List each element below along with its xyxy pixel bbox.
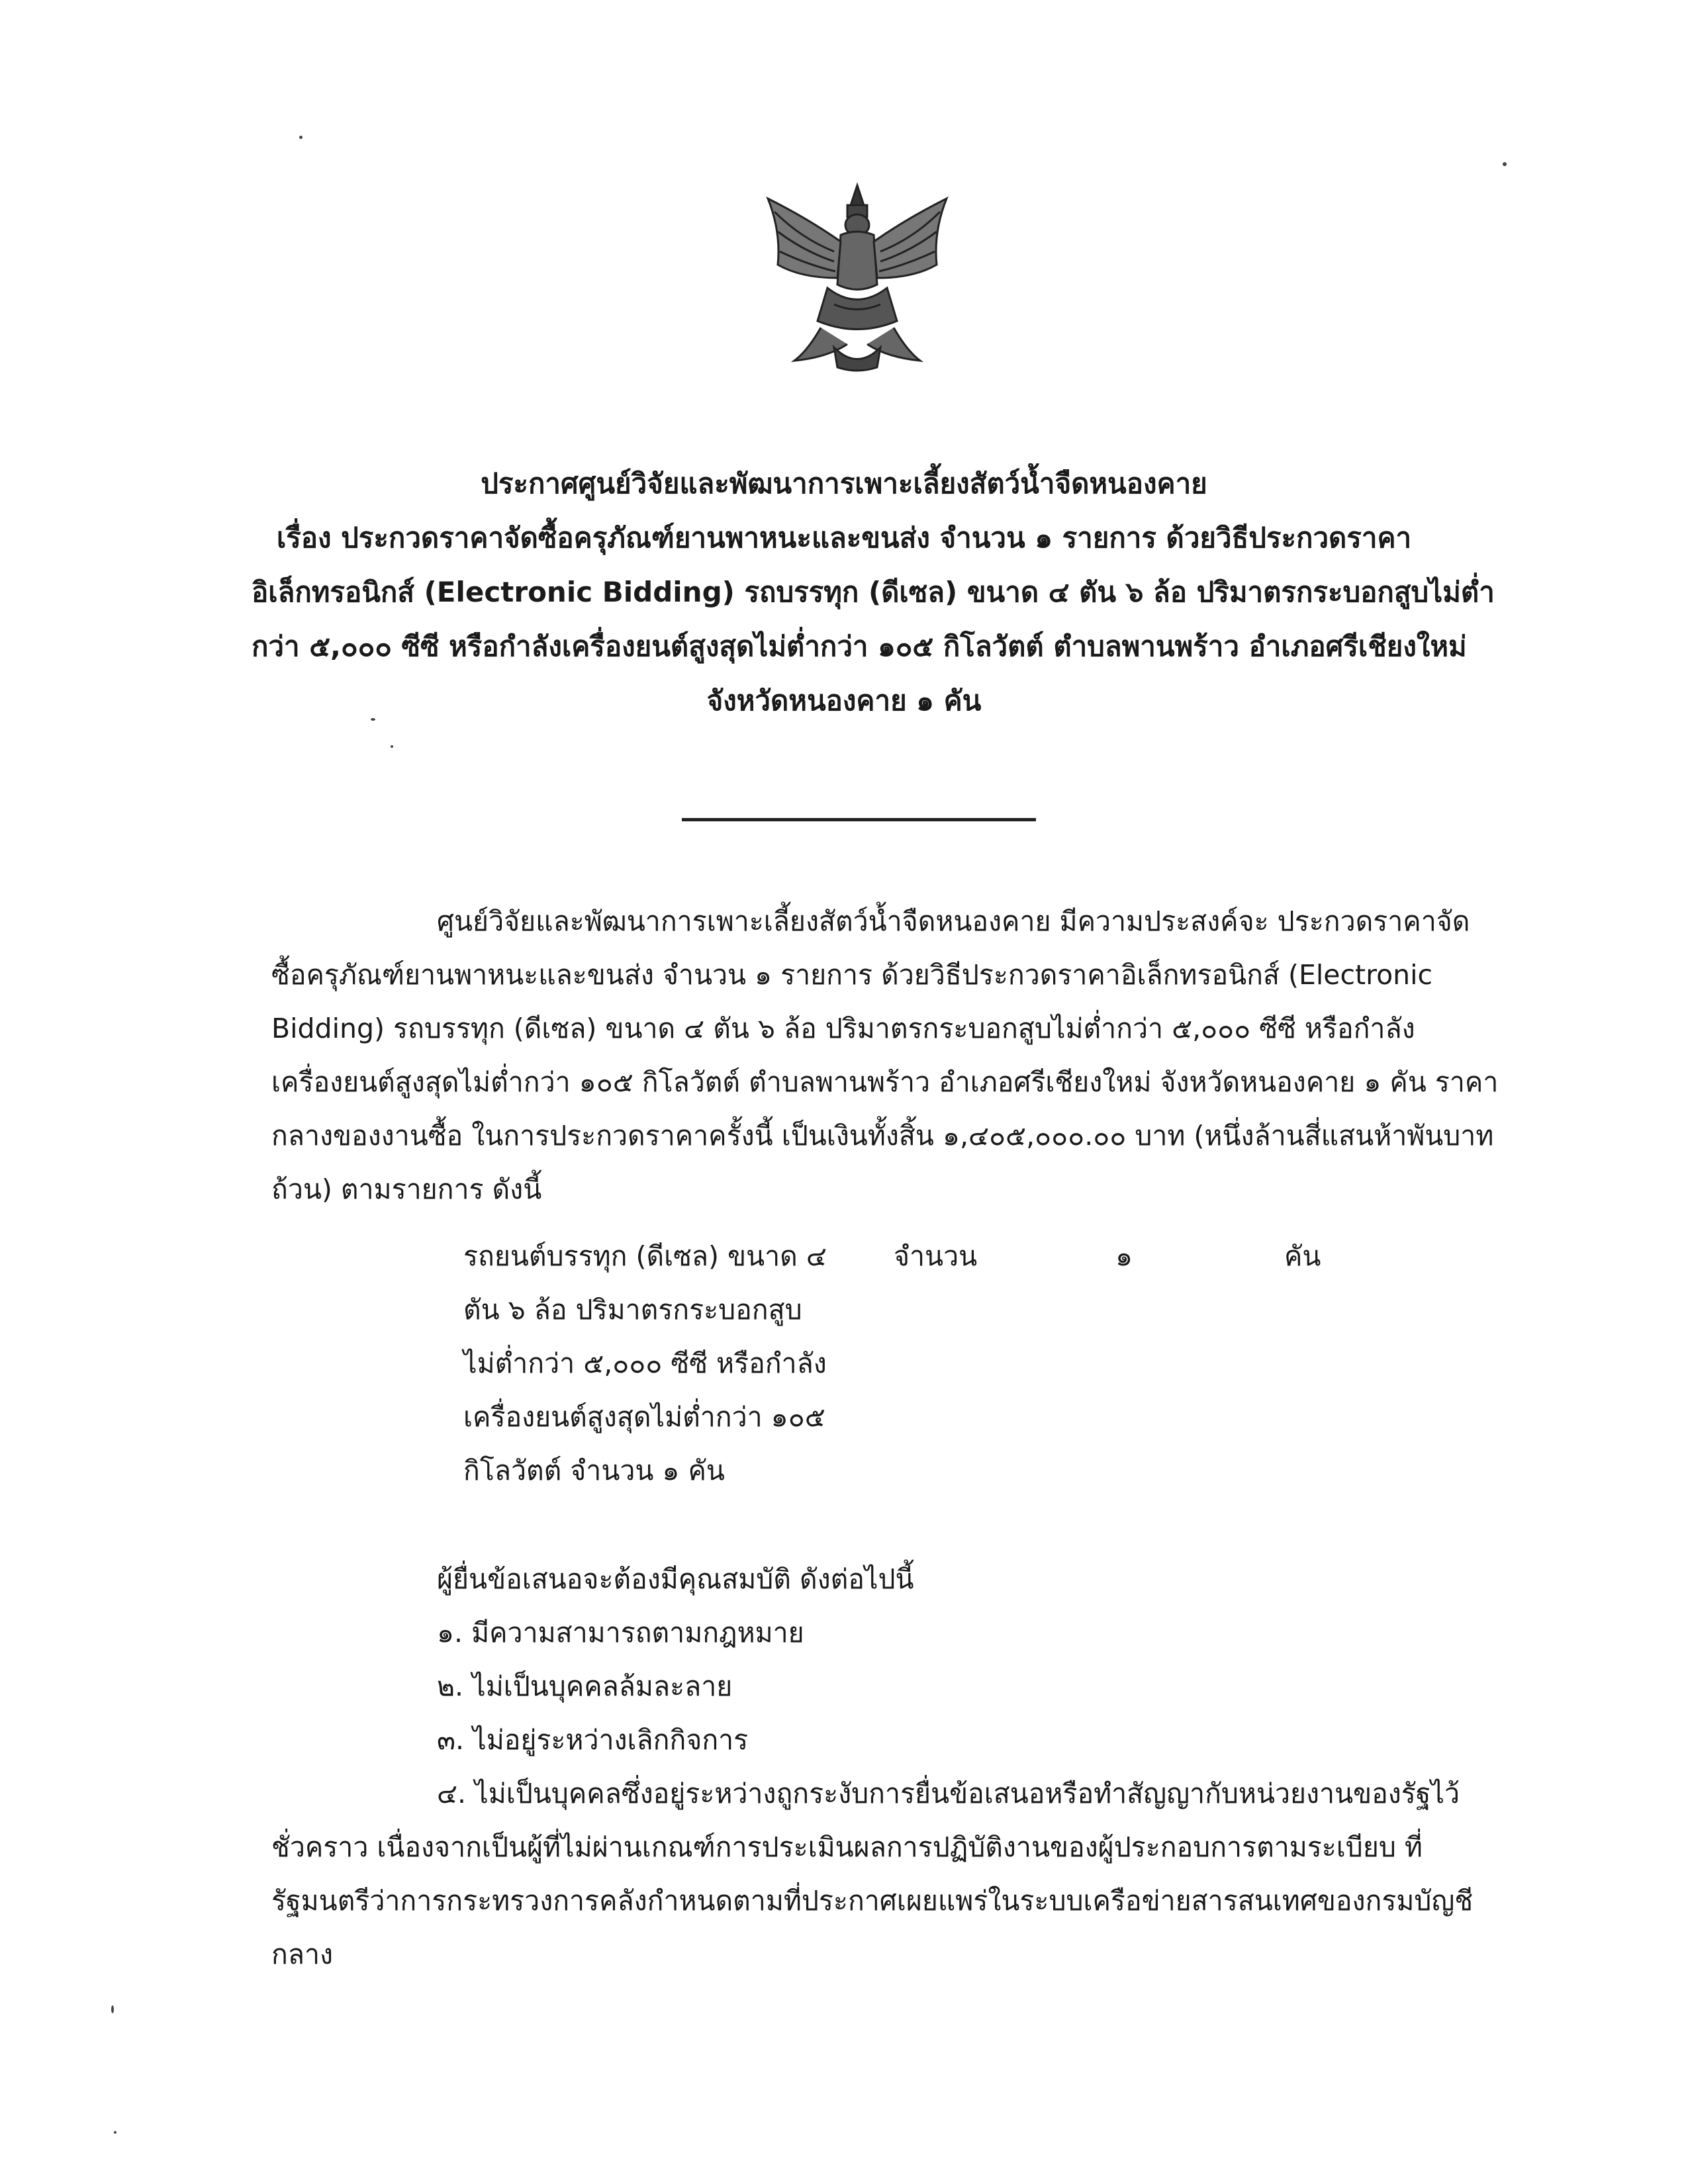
item-description-line: รถยนต์บรรทุก (ดีเซล) ขนาด ๔ [463,1240,827,1272]
item-quantity-label: จำนวน [894,1240,978,1272]
garuda-emblem-icon [755,179,960,377]
paragraph-line: ศูนย์วิจัยและพัฒนาการเพาะเลี้ยงสัตว์น้ำจืดหนองคาย มีความประสงค์จะ ประกวดราคาจัด [437,905,1470,937]
paragraph-line: Bidding) รถบรรทุก (ดีเซล) ขนาด ๔ ตัน ๖ ล้อ ปริมาตรกระบอกสูบไม่ต่ำกว่า ๕,๐๐๐ ซีซี หรือกำลัง [271,1013,1415,1044]
item-description-line: กิโลวัตต์ จำนวน ๑ คัน [463,1455,725,1486]
paragraph-line: เครื่องยนต์สูงสุดไม่ต่ำกว่า ๑๐๕ กิโลวัตต์ ตำบลพานพร้าว อำเภอศรีเชียงใหม่ จังหวัดหนองคาย ๑ คัน ราคา [271,1066,1499,1098]
qualification-item-continuation: ชั่วคราว เนื่องจากเป็นผู้ที่ไม่ผ่านเกณฑ์การประเมินผลการปฏิบัติงานของผู้ประกอบการตามระเบียบ ที่ [271,1831,1423,1863]
qualifications-section [271,1553,1474,1981]
title-line: เรื่อง ประกวดราคาจัดซื้อครุภัณฑ์ยานพาหนะและขนส่ง จำนวน ๑ รายการ ด้วยวิธีประกวดราคา [276,522,1412,554]
qualification-item-continuation: กลาง [271,1938,333,1970]
item-quantity: ๑ [1115,1240,1133,1272]
paragraph-line: กลางของงานซื้อ ในการประกวดราคาครั้งนี้ เป็นเงินทั้งสิ้น ๑,๔๐๕,๐๐๐.๐๐ บาท (หนึ่งล้านสี่แสนห้าพันบาท [271,1120,1494,1152]
scan-speck [1503,162,1507,166]
qualification-item: ๑. มีความสามารถตามกฎหมาย [437,1617,804,1649]
main-paragraph [271,895,1499,1216]
title-line: อิเล็กทรอนิกส์ (Electronic Bidding) รถบรรทุก (ดีเซล) ขนาด ๔ ตัน ๖ ล้อ ปริมาตรกระบอกสูบไม่ต่ำ [252,576,1495,608]
announcement-title [252,457,1495,728]
item-unit: คัน [1284,1240,1321,1272]
scan-speck [114,2131,117,2134]
title-line: กว่า ๕,๐๐๐ ซีซี หรือกำลังเครื่องยนต์สูงสุดไม่ต่ำกว่า ๑๐๕ กิโลวัตต์ ตำบลพานพร้าว อำเภอศรีเชียงใหม่ [252,630,1467,662]
scan-speck [391,745,393,748]
qualification-item: ๒. ไม่เป็นบุคคลล้มละลาย [437,1670,733,1702]
item-description-line: ตัน ๖ ล้อ ปริมาตรกระบอกสูบ [463,1294,802,1326]
qualification-item: ๓. ไม่อยู่ระหว่างเลิกกิจการ [437,1724,749,1756]
paragraph-line: ซื้อครุภัณฑ์ยานพาหนะและขนส่ง จำนวน ๑ รายการ ด้วยวิธีประกวดราคาอิเล็กทรอนิกส์ (Electronic [271,959,1433,991]
title-line: ประกาศศูนย์วิจัยและพัฒนาการเพาะเลี้ยงสัตว์น้ำจืดหนองคาย [481,467,1207,500]
title-line: จังหวัดหนองคาย ๑ คัน [706,684,982,717]
qualifications-heading: ผู้ยื่นข้อเสนอจะต้องมีคุณสมบัติ ดังต่อไปนี้ [437,1563,914,1595]
item-description-line: ไม่ต่ำกว่า ๕,๐๐๐ ซีซี หรือกำลัง [463,1347,827,1379]
scan-speck [111,2005,114,2013]
scan-speck [299,136,303,139]
title-divider [682,818,1036,821]
paragraph-line: ถ้วน) ตามรายการ ดังนี้ [271,1173,542,1205]
qualification-item-continuation: รัฐมนตรีว่าการกระทรวงการคลังกำหนดตามที่ประกาศเผยแพร่ในระบบเครือข่ายสารสนเทศของกรมบัญชี [271,1885,1474,1917]
scan-speck [371,718,375,721]
item-description-line: เครื่องยนต์สูงสุดไม่ต่ำกว่า ๑๐๕ [463,1401,825,1433]
qualification-item: ๔. ไม่เป็นบุคคลซึ่งอยู่ระหว่างถูกระงับการยื่นข้อเสนอหรือทำสัญญากับหน่วยงานของรัฐไว้ [437,1778,1460,1809]
item-description [463,1230,861,1498]
